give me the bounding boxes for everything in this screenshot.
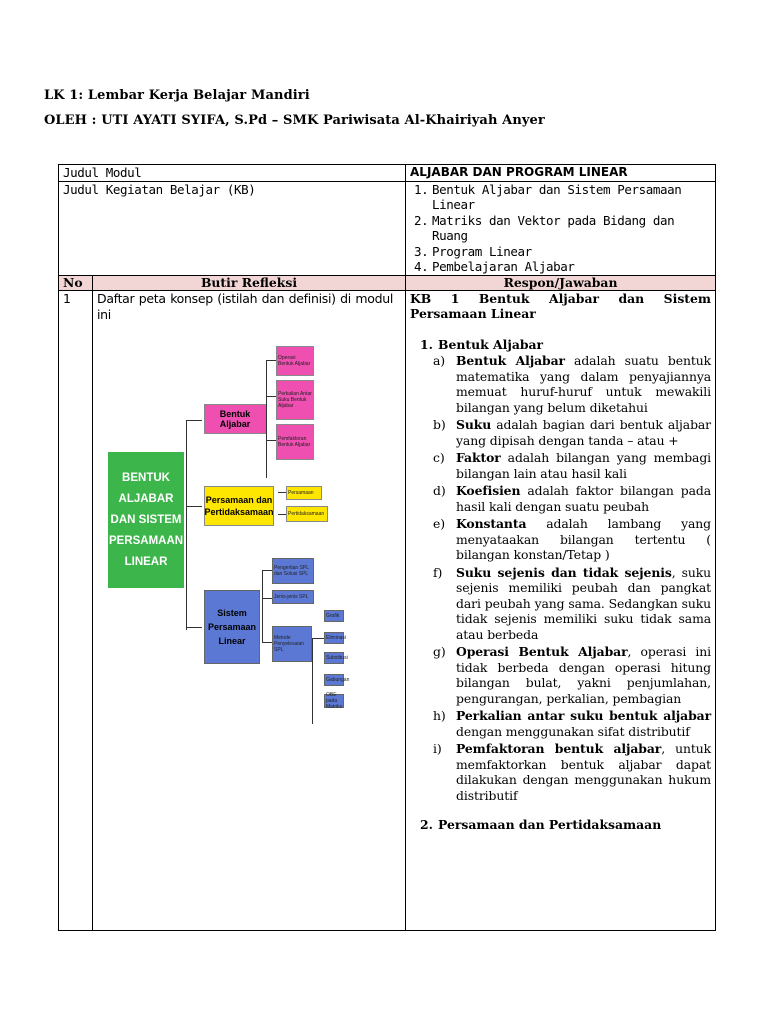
concept-branch-spl: Sistem Persamaan Linear	[204, 590, 260, 664]
definition-item: e) Konstanta adalah lambang yang menyataakan bilangan tertentu ( bilangan konstan/Tetap )	[433, 516, 712, 562]
definition-item: h) Perkalian antar suku bentuk aljabar dengan menggunakan sifat distributif	[433, 708, 712, 739]
col-header-respon: Respon/Jawaban	[406, 275, 716, 290]
module-title-value: ALJABAR DAN PROGRAM LINEAR	[406, 165, 716, 182]
kb-item: 4. Pembelajaran Aljabar	[414, 259, 575, 274]
concept-leaf: Pertidaksamaan	[286, 506, 328, 522]
col-header-butir: Butir Refleksi	[93, 275, 406, 290]
definition-item: b) Suku adalah bagian dari bentuk aljabar yang dipisah dengan tanda – atau +	[433, 417, 712, 448]
col-header-no: No	[59, 275, 93, 290]
concept-method-leaf: Eliminasi	[324, 632, 344, 644]
definition-item: i) Pemfaktoran bentuk aljabar, untuk memfaktorkan bentuk aljabar dapat dilakukan dengan menggunakan hukum distributif	[433, 741, 712, 803]
worksheet-title: LK 1: Lembar Kerja Belajar Mandiri	[44, 88, 310, 103]
table-header-row	[59, 275, 716, 290]
definition-item: f) Suku sejenis dan tidak sejenis, suku sejenis memiliki peubah dan pangkat dari peubah yang sama. Sedangkan suku tidak sejenis memiliki suku tidak sama atau berbeda	[433, 564, 712, 642]
kb-item: 2. Matriks dan Vektor pada Bidang dan Ruang	[414, 212, 675, 243]
concept-leaf: Pemfaktoran Bentuk Aljabar	[276, 424, 314, 460]
concept-leaf: Persamaan	[286, 486, 322, 500]
kb-title-label: Judul Kegiatan Belajar (KB)	[59, 181, 406, 275]
concept-method-leaf: Grafik	[324, 610, 344, 622]
concept-method-leaf: OBE pada Matriks	[326, 692, 343, 710]
module-title-row	[59, 165, 716, 182]
concept-map	[104, 340, 350, 712]
concept-leaf: Perkalian Antar Suku Bentuk Aljabar	[276, 380, 314, 420]
section-heading: 1. Bentuk Aljabar	[420, 336, 544, 352]
definition-item: c) Faktor adalah bilangan yang membagi bilangan lain atau hasil kali	[433, 450, 712, 481]
kb1-subtitle: Persamaan Linear	[410, 306, 536, 321]
definition-item: g) Operasi Bentuk Aljabar, operasi ini tidak berbeda dengan operasi hitung bilangan bulat, yakni penjumlahan, pengurangan, perkalian, pembagian	[433, 644, 712, 706]
concept-leaf: Jenis-jenis SPL	[272, 590, 314, 604]
row-question: Daftar peta konsep (istilah dan definisi) di modul ini	[93, 290, 406, 930]
concept-method-leaf: Gabungan	[324, 674, 344, 686]
row-response	[406, 290, 716, 930]
concept-branch-bentuk-aljabar: Bentuk Aljabar	[204, 404, 266, 434]
concept-leaf: Metode Penyelesaian SPL	[272, 626, 312, 662]
concept-root: BENTUK ALJABAR DAN SISTEM PERSAMAAN LINEAR	[108, 452, 184, 588]
concept-leaf: Operasi Bentuk Aljabar	[276, 346, 314, 376]
kb-title-row	[59, 181, 716, 275]
module-title-label: Judul Modul	[59, 165, 406, 182]
kb-list	[406, 182, 711, 275]
worksheet-author: OLEH : UTI AYATI SYIFA, S.Pd – SMK Pariwisata Al-Khairiyah Anyer	[44, 113, 545, 128]
concept-method-leaf: Substitusi	[324, 652, 344, 664]
concept-leaf: Pengertian SPL dan Solusi SPL	[272, 558, 314, 584]
kb-list-cell	[406, 181, 716, 275]
definition-item: a) Bentuk Aljabar adalah suatu bentuk matematika yang dalam penyajiannya memuat huruf-huruf untuk mewakili bilangan yang belum diketahui	[433, 353, 712, 415]
definition-item: d) Koefisien adalah faktor bilangan pada hasil kali dengan suatu peubah	[433, 483, 712, 514]
section-heading: 2. Persamaan dan Pertidaksamaan	[420, 817, 662, 832]
concept-branch-persamaan: Persamaan dan Pertidaksamaan	[204, 486, 274, 526]
kb-item: 1. Bentuk Aljabar dan Sistem Persamaan Linear	[414, 181, 682, 212]
kb1-title: KB 1 Bentuk Aljabar dan Sistem	[410, 290, 712, 306]
row-number: 1	[59, 290, 93, 930]
kb-item: 3. Program Linear	[414, 243, 532, 259]
